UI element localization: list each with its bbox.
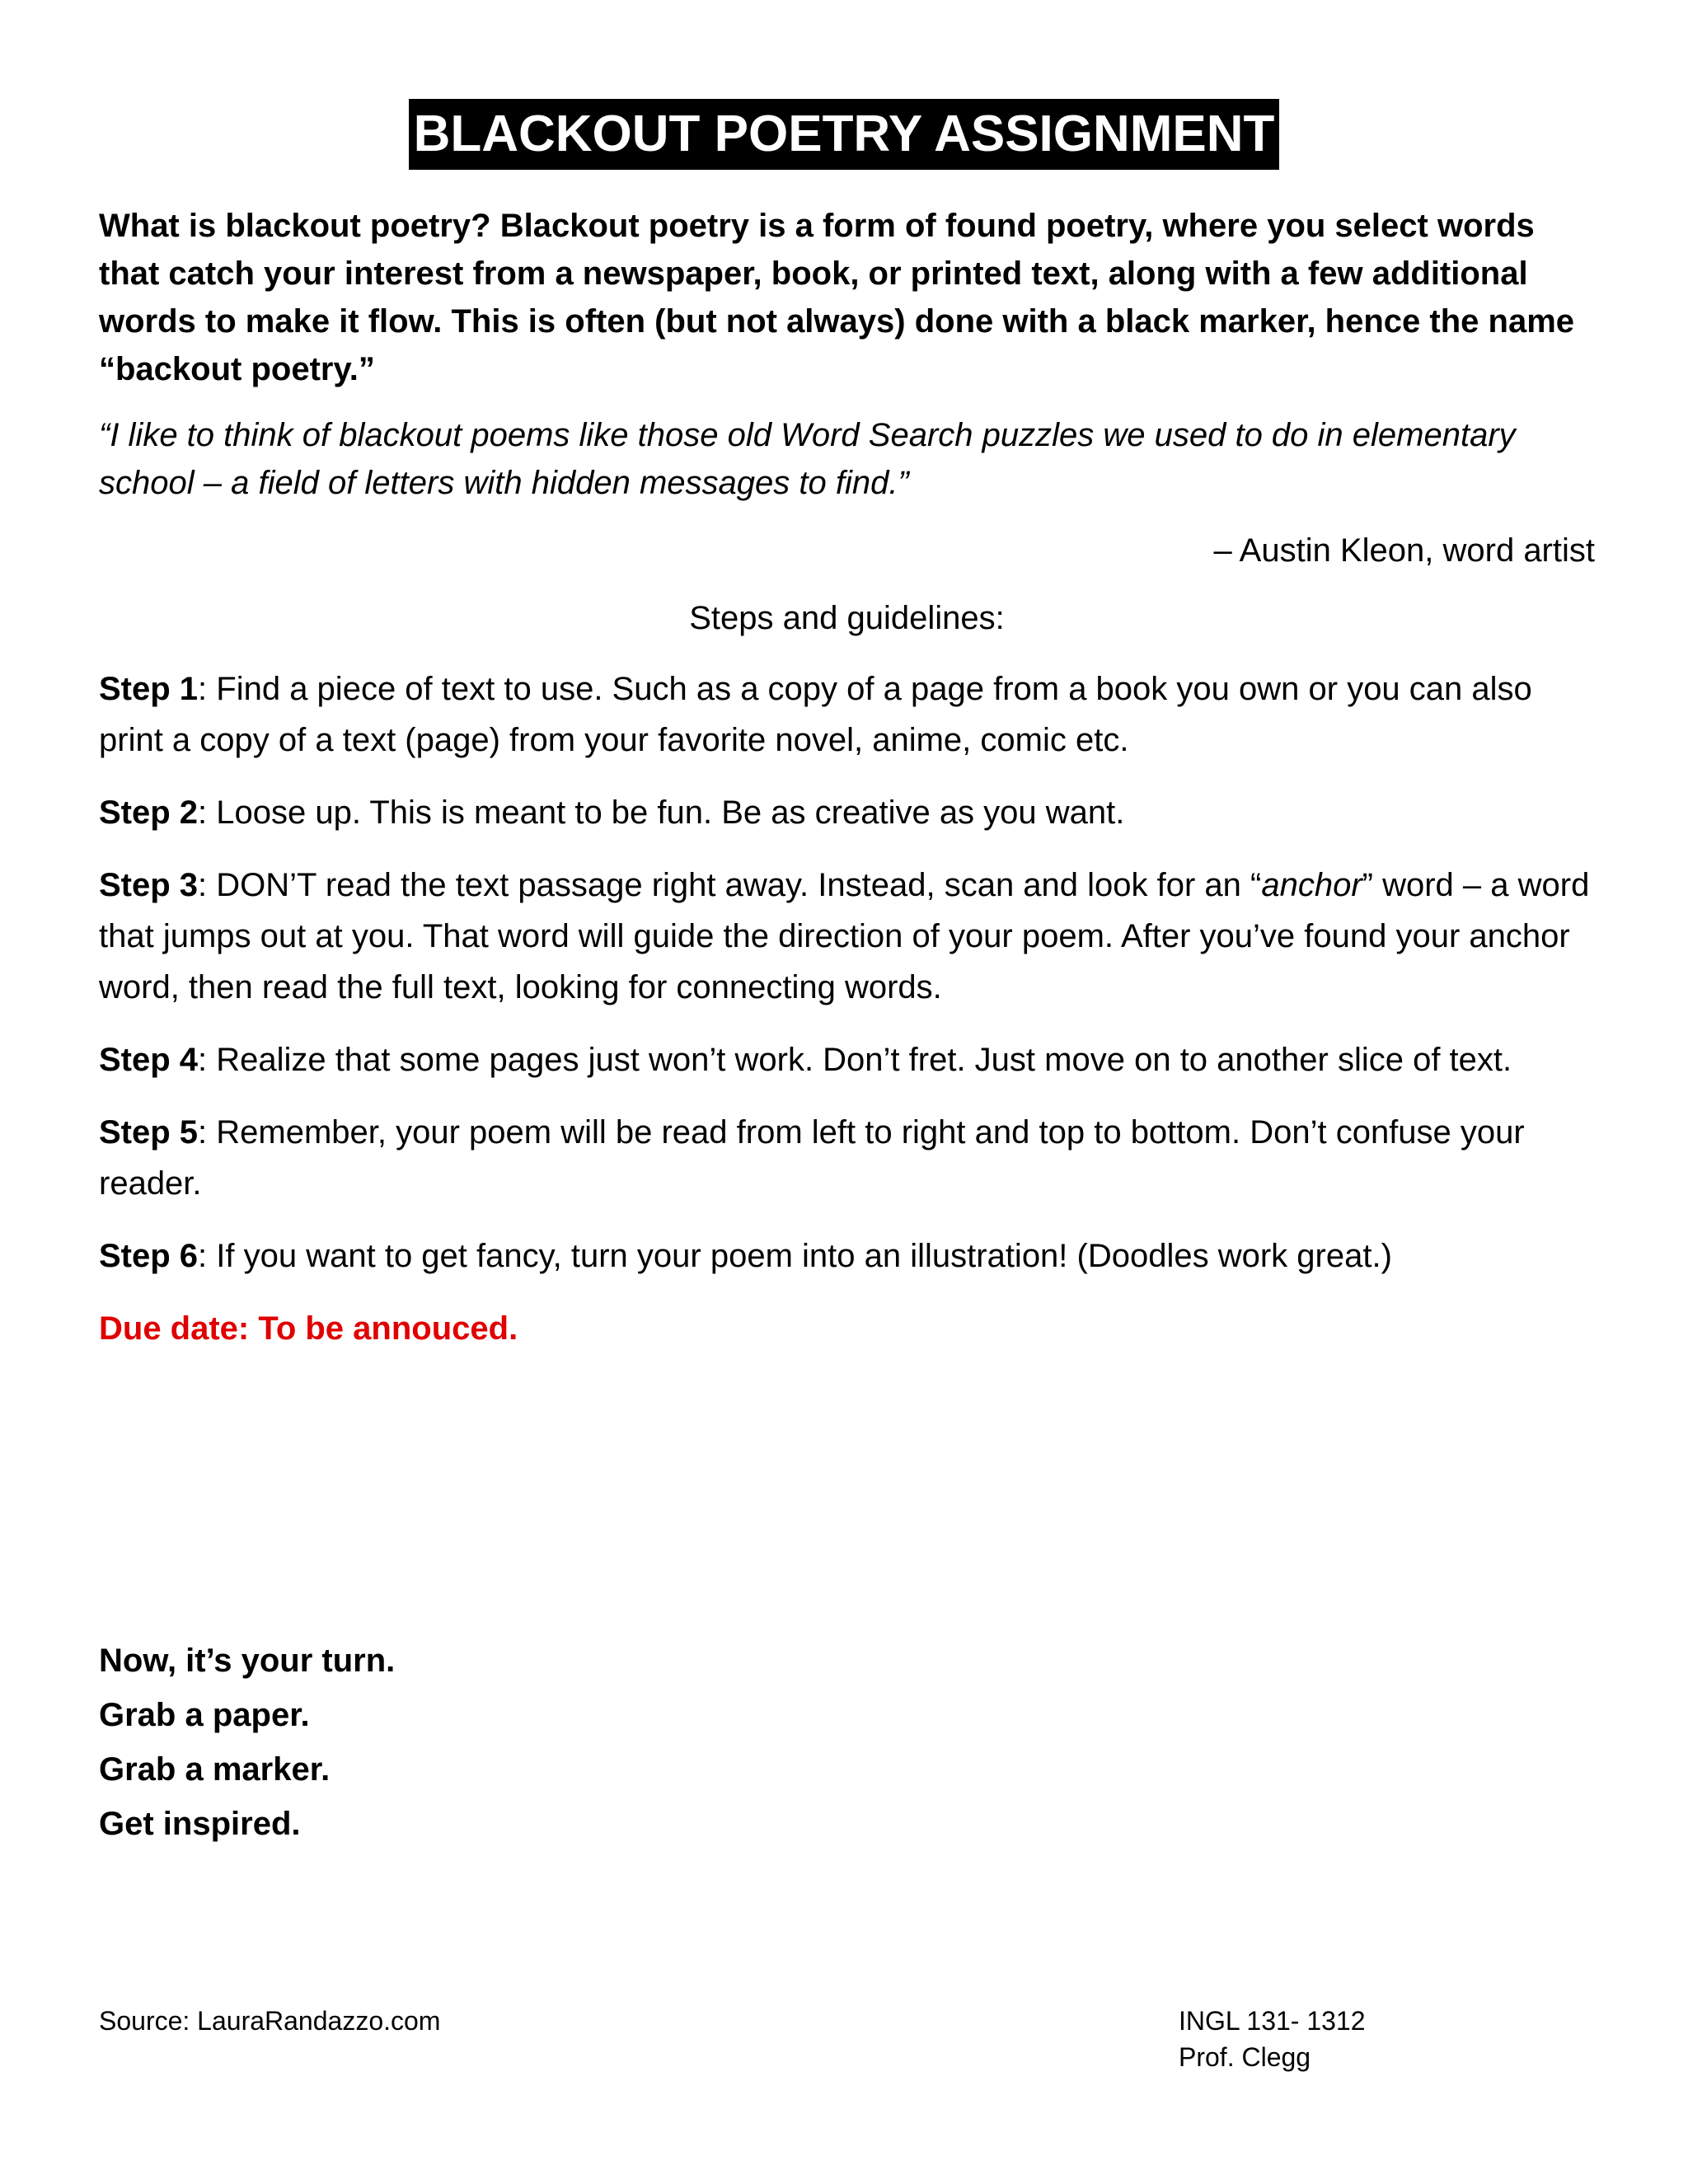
closing-line: Now, it’s your turn. — [99, 1643, 396, 1679]
step-text: : Realize that some pages just won’t work. Don’t fret. Just move on to another slice of text. — [198, 1042, 1512, 1078]
step-label: Step 2 — [99, 794, 199, 831]
step-6 — [99, 1230, 1595, 1282]
page-title: BLACKOUT POETRY ASSIGNMENT — [409, 99, 1280, 170]
step-label: Step 4 — [99, 1042, 199, 1078]
closing-line: Grab a marker. — [99, 1751, 331, 1788]
step-5 — [99, 1107, 1595, 1209]
step-label: Step 3 — [99, 867, 199, 903]
step-text: : If you want to get fancy, turn your poem into an illustration! (Doodles work great.) — [198, 1238, 1392, 1274]
step-label: Step 1 — [99, 671, 199, 707]
footer-course-info — [1179, 2003, 1366, 2075]
closing-line: Grab a paper. — [99, 1697, 310, 1733]
quote-paragraph: “I like to think of blackout poems like those old Word Search puzzles we used to do in elementary school – a field of letters with hidden messages to find.” — [99, 417, 1516, 501]
step-text: : Find a piece of text to use. Such as a copy of a page from a book you own or you can also print a copy of a text (page) from your favorite novel, anime, comic etc. — [99, 671, 1532, 758]
quote-attribution: – Austin Kleon, word artist — [1213, 532, 1595, 569]
step-label: Step 6 — [99, 1238, 199, 1274]
closing-lines — [99, 1633, 395, 1851]
course-code: INGL 131- 1312 — [1179, 2006, 1366, 2036]
step-1 — [99, 663, 1595, 766]
step-text-after: ” word – a word that jumps out at you. That word will guide the direction of your poem. After you’ve found your anchor word, then read the full text, looking for connecting words. — [99, 867, 1590, 1005]
main-content — [99, 202, 1595, 1354]
closing-line: Get inspired. — [99, 1806, 301, 1842]
anchor-emphasis: anchor — [1261, 867, 1362, 903]
title-container — [0, 99, 1688, 170]
step-text-before: : DON’T read the text passage right away. Instead, scan and look for an “ — [198, 867, 1262, 903]
step-4 — [99, 1034, 1595, 1085]
step-text: : Remember, your poem will be read from left to right and top to bottom. Don’t confuse your reader. — [99, 1114, 1525, 1202]
professor-name: Prof. Clegg — [1179, 2042, 1311, 2072]
step-3 — [99, 860, 1595, 1013]
footer-source: Source: LauraRandazzo.com — [99, 2006, 441, 2036]
intro-paragraph: What is blackout poetry? Blackout poetry is a form of found poetry, where you select words that catch your interest from a newspaper, book, or printed text, along with a few additional words to make it flow. This is often (but not always) done with a black marker, hence the name “backout poetry.” — [99, 208, 1574, 387]
due-date: Due date: To be annouced. — [99, 1310, 518, 1347]
step-2 — [99, 787, 1595, 838]
steps-heading: Steps and guidelines: — [689, 600, 1005, 636]
step-label: Step 5 — [99, 1114, 199, 1151]
step-text: : Loose up. This is meant to be fun. Be as creative as you want. — [198, 794, 1125, 831]
